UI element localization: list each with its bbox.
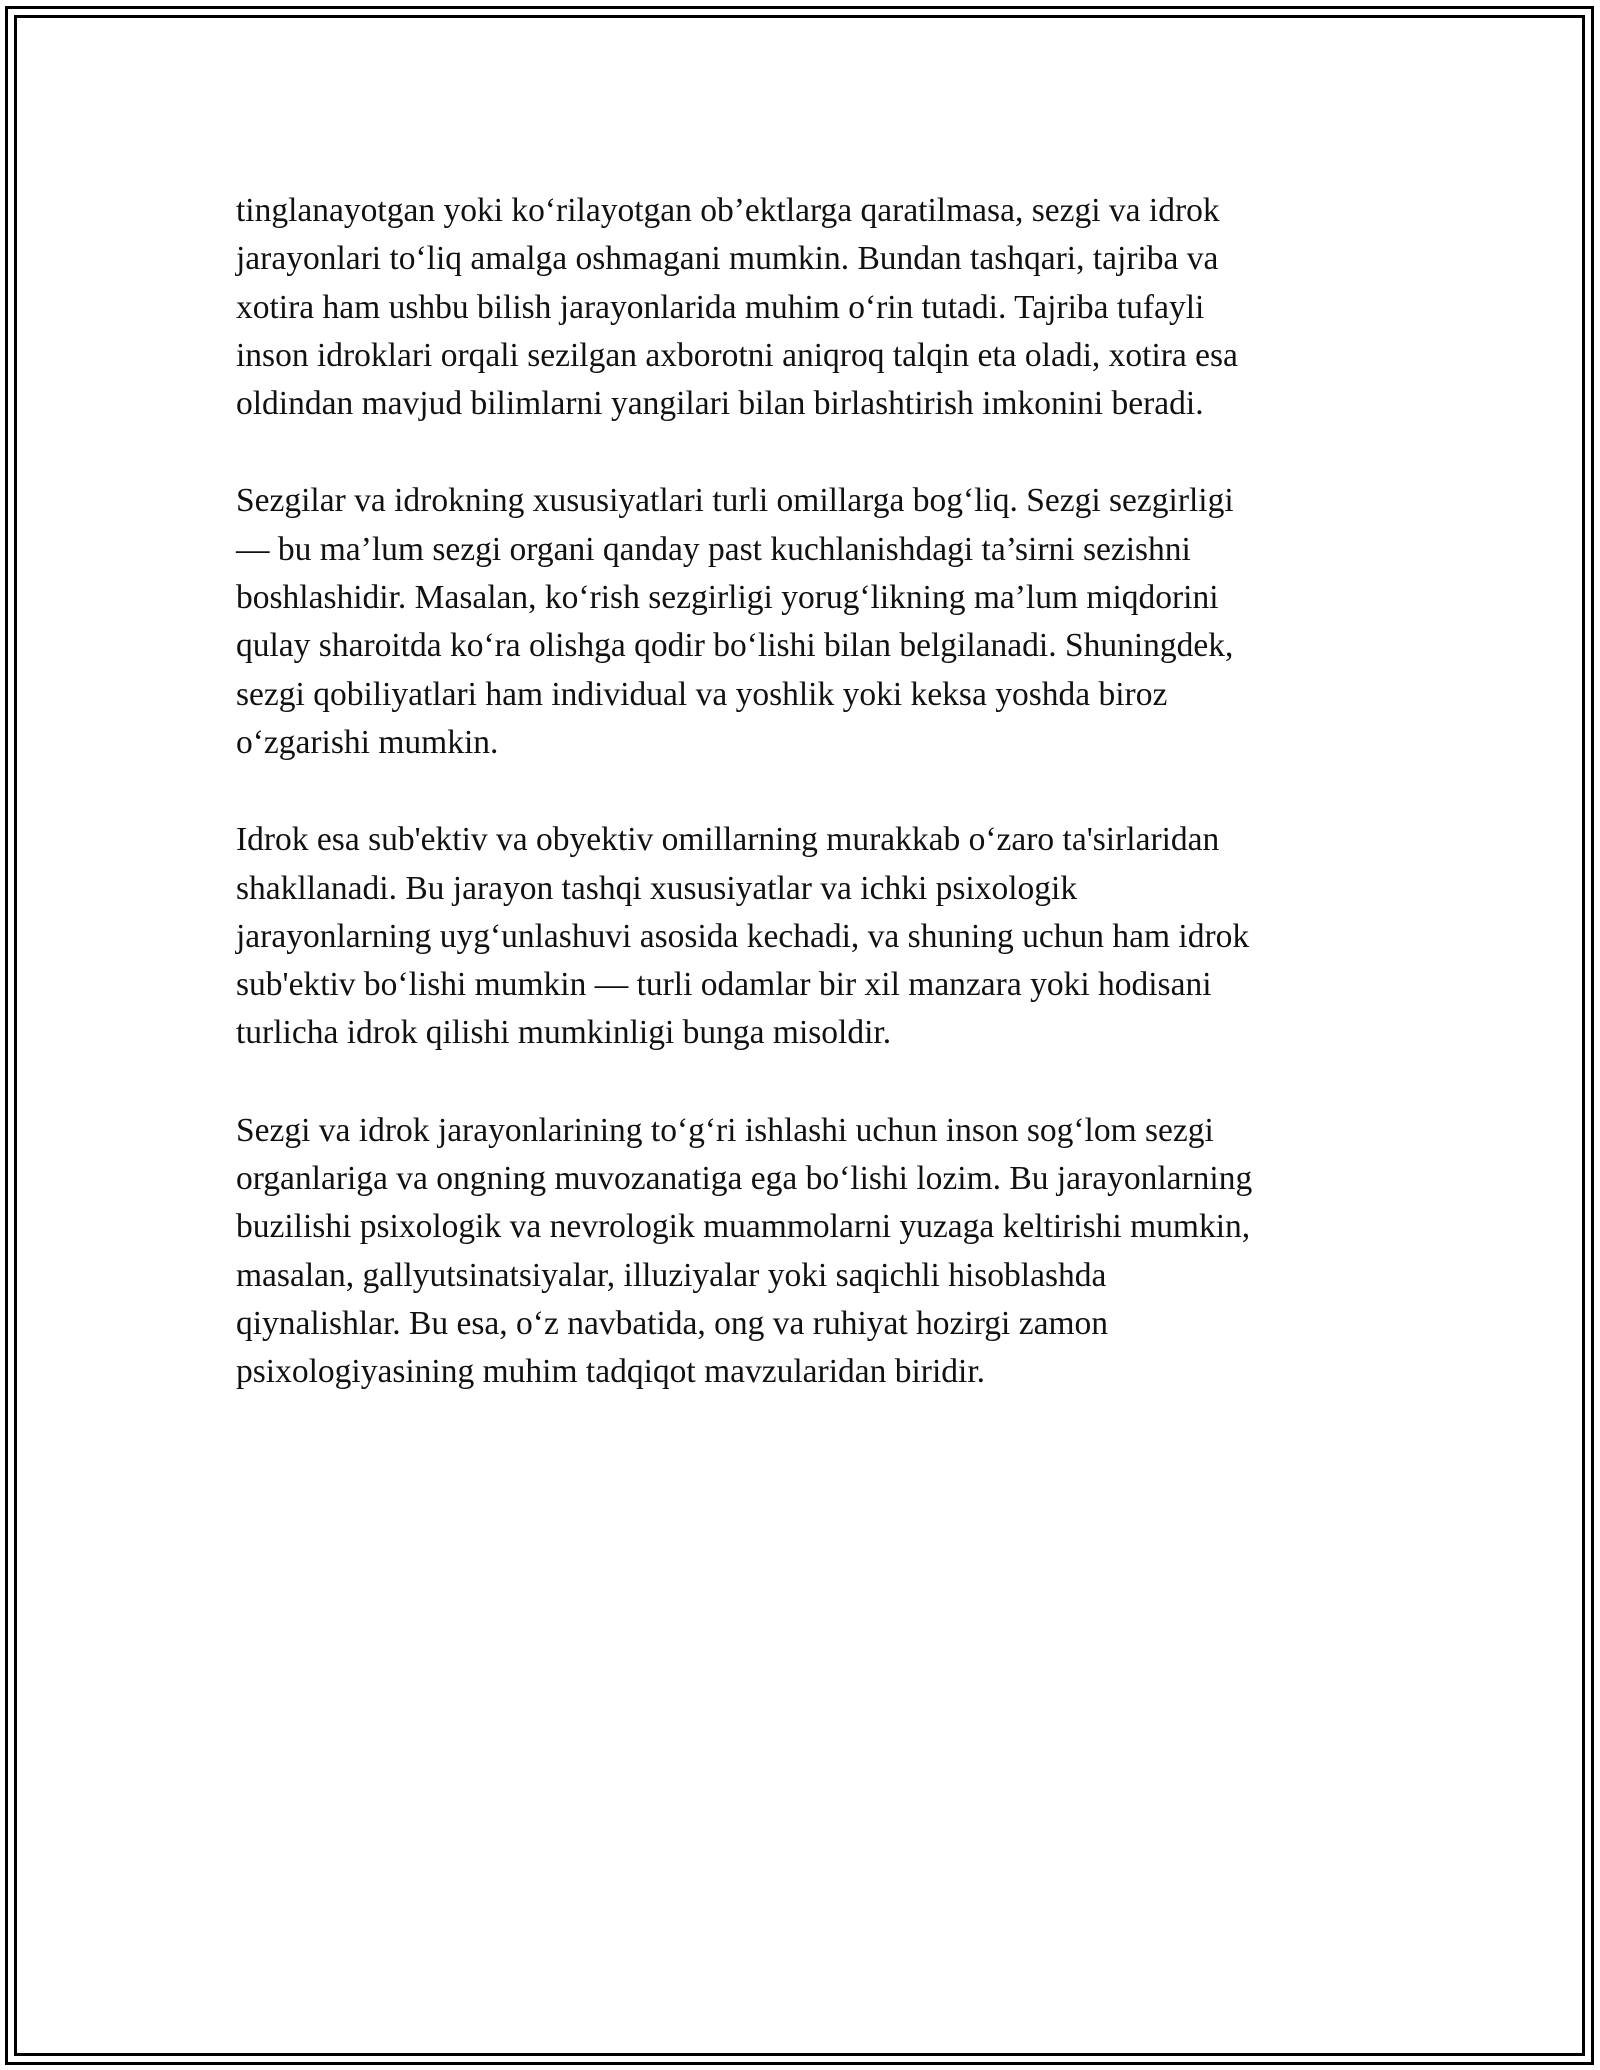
text-line: inson idroklari orqali sezilgan axborotni aniqroq talqin eta oladi, xotira esa — [236, 336, 1238, 374]
text-line: tinglanayotgan yoki ko‘rilayotgan ob’ektlarga qaratilmasa, sezgi va idrok — [236, 192, 1220, 229]
text-line: jarayonlarning uyg‘unlashuvi asosida kechadi, va shuning uchun ham idrok — [236, 917, 1250, 955]
text-line: Sezgilar va idrokning xususiyatlari turli omillarga bog‘liq. Sezgi sezgirligi — [236, 482, 1234, 520]
text-line: qulay sharoitda ko‘ra olishga qodir bo‘lishi bilan belgilanadi. Shuningdek, — [236, 627, 1234, 665]
paragraph-1 — [236, 187, 1376, 428]
text-line: shakllanadi. Bu jarayon tashqi xususiyatlar va ichki psixologik — [236, 869, 1078, 907]
text-line: organlariga va ongning muvozanatiga ega bo‘lishi lozim. Bu jarayonlarning — [236, 1160, 1253, 1198]
text-line: boshlashidir. Masalan, ko‘rish sezgirligi yorug‘likning ma’lum miqdorini — [236, 579, 1219, 617]
text-line: buzilishi psixologik va nevrologik muammolarni yuzaga keltirishi mumkin, — [236, 1208, 1251, 1246]
text-line: qiynalishlar. Bu esa, o‘z navbatida, ong va ruhiyat hozirgi zamon — [236, 1304, 1109, 1342]
text-line: jarayonlari to‘liq amalga oshmagani mumkin. Bundan tashqari, tajriba va — [236, 240, 1219, 278]
text-line: Sezgi va idrok jarayonlarining to‘g‘ri ishlashi uchun inson sog‘lom sezgi — [236, 1111, 1214, 1149]
text-line: xotira ham ushbu bilish jarayonlarida muhim o‘rin tutadi. Tajriba tufayli — [236, 288, 1205, 326]
text-line: sub'ektiv bo‘lishi mumkin — turli odamlar bir xil manzara yoki hodisani — [236, 966, 1212, 1004]
text-line: — bu ma’lum sezgi organi qanday past kuchlanishdagi ta’sirni sezishni — [236, 530, 1191, 568]
paragraph-2 — [236, 477, 1376, 767]
text-line: Idrok esa sub'ektiv va obyektiv omillarning murakkab o‘zaro ta'sirlaridan — [236, 821, 1220, 859]
text-line: o‘zgarishi mumkin. — [236, 723, 499, 761]
paragraph-4 — [236, 1107, 1376, 1397]
text-line: oldindan mavjud bilimlarni yangilari bilan birlashtirish imkonini beradi. — [236, 385, 1204, 423]
paragraph-3 — [236, 816, 1376, 1057]
text-line: psixologiyasining muhim tadqiqot mavzularidan biridir. — [236, 1353, 986, 1391]
document-body — [236, 187, 1376, 1446]
text-line: sezgi qobiliyatlari ham individual va yoshlik yoki keksa yoshda biroz — [236, 675, 1168, 713]
text-line: masalan, gallyutsinatsiyalar, illuziyalar yoki saqichli hisoblashda — [236, 1256, 1107, 1294]
text-line: turlicha idrok qilishi mumkinligi bunga misoldir. — [236, 1014, 892, 1052]
